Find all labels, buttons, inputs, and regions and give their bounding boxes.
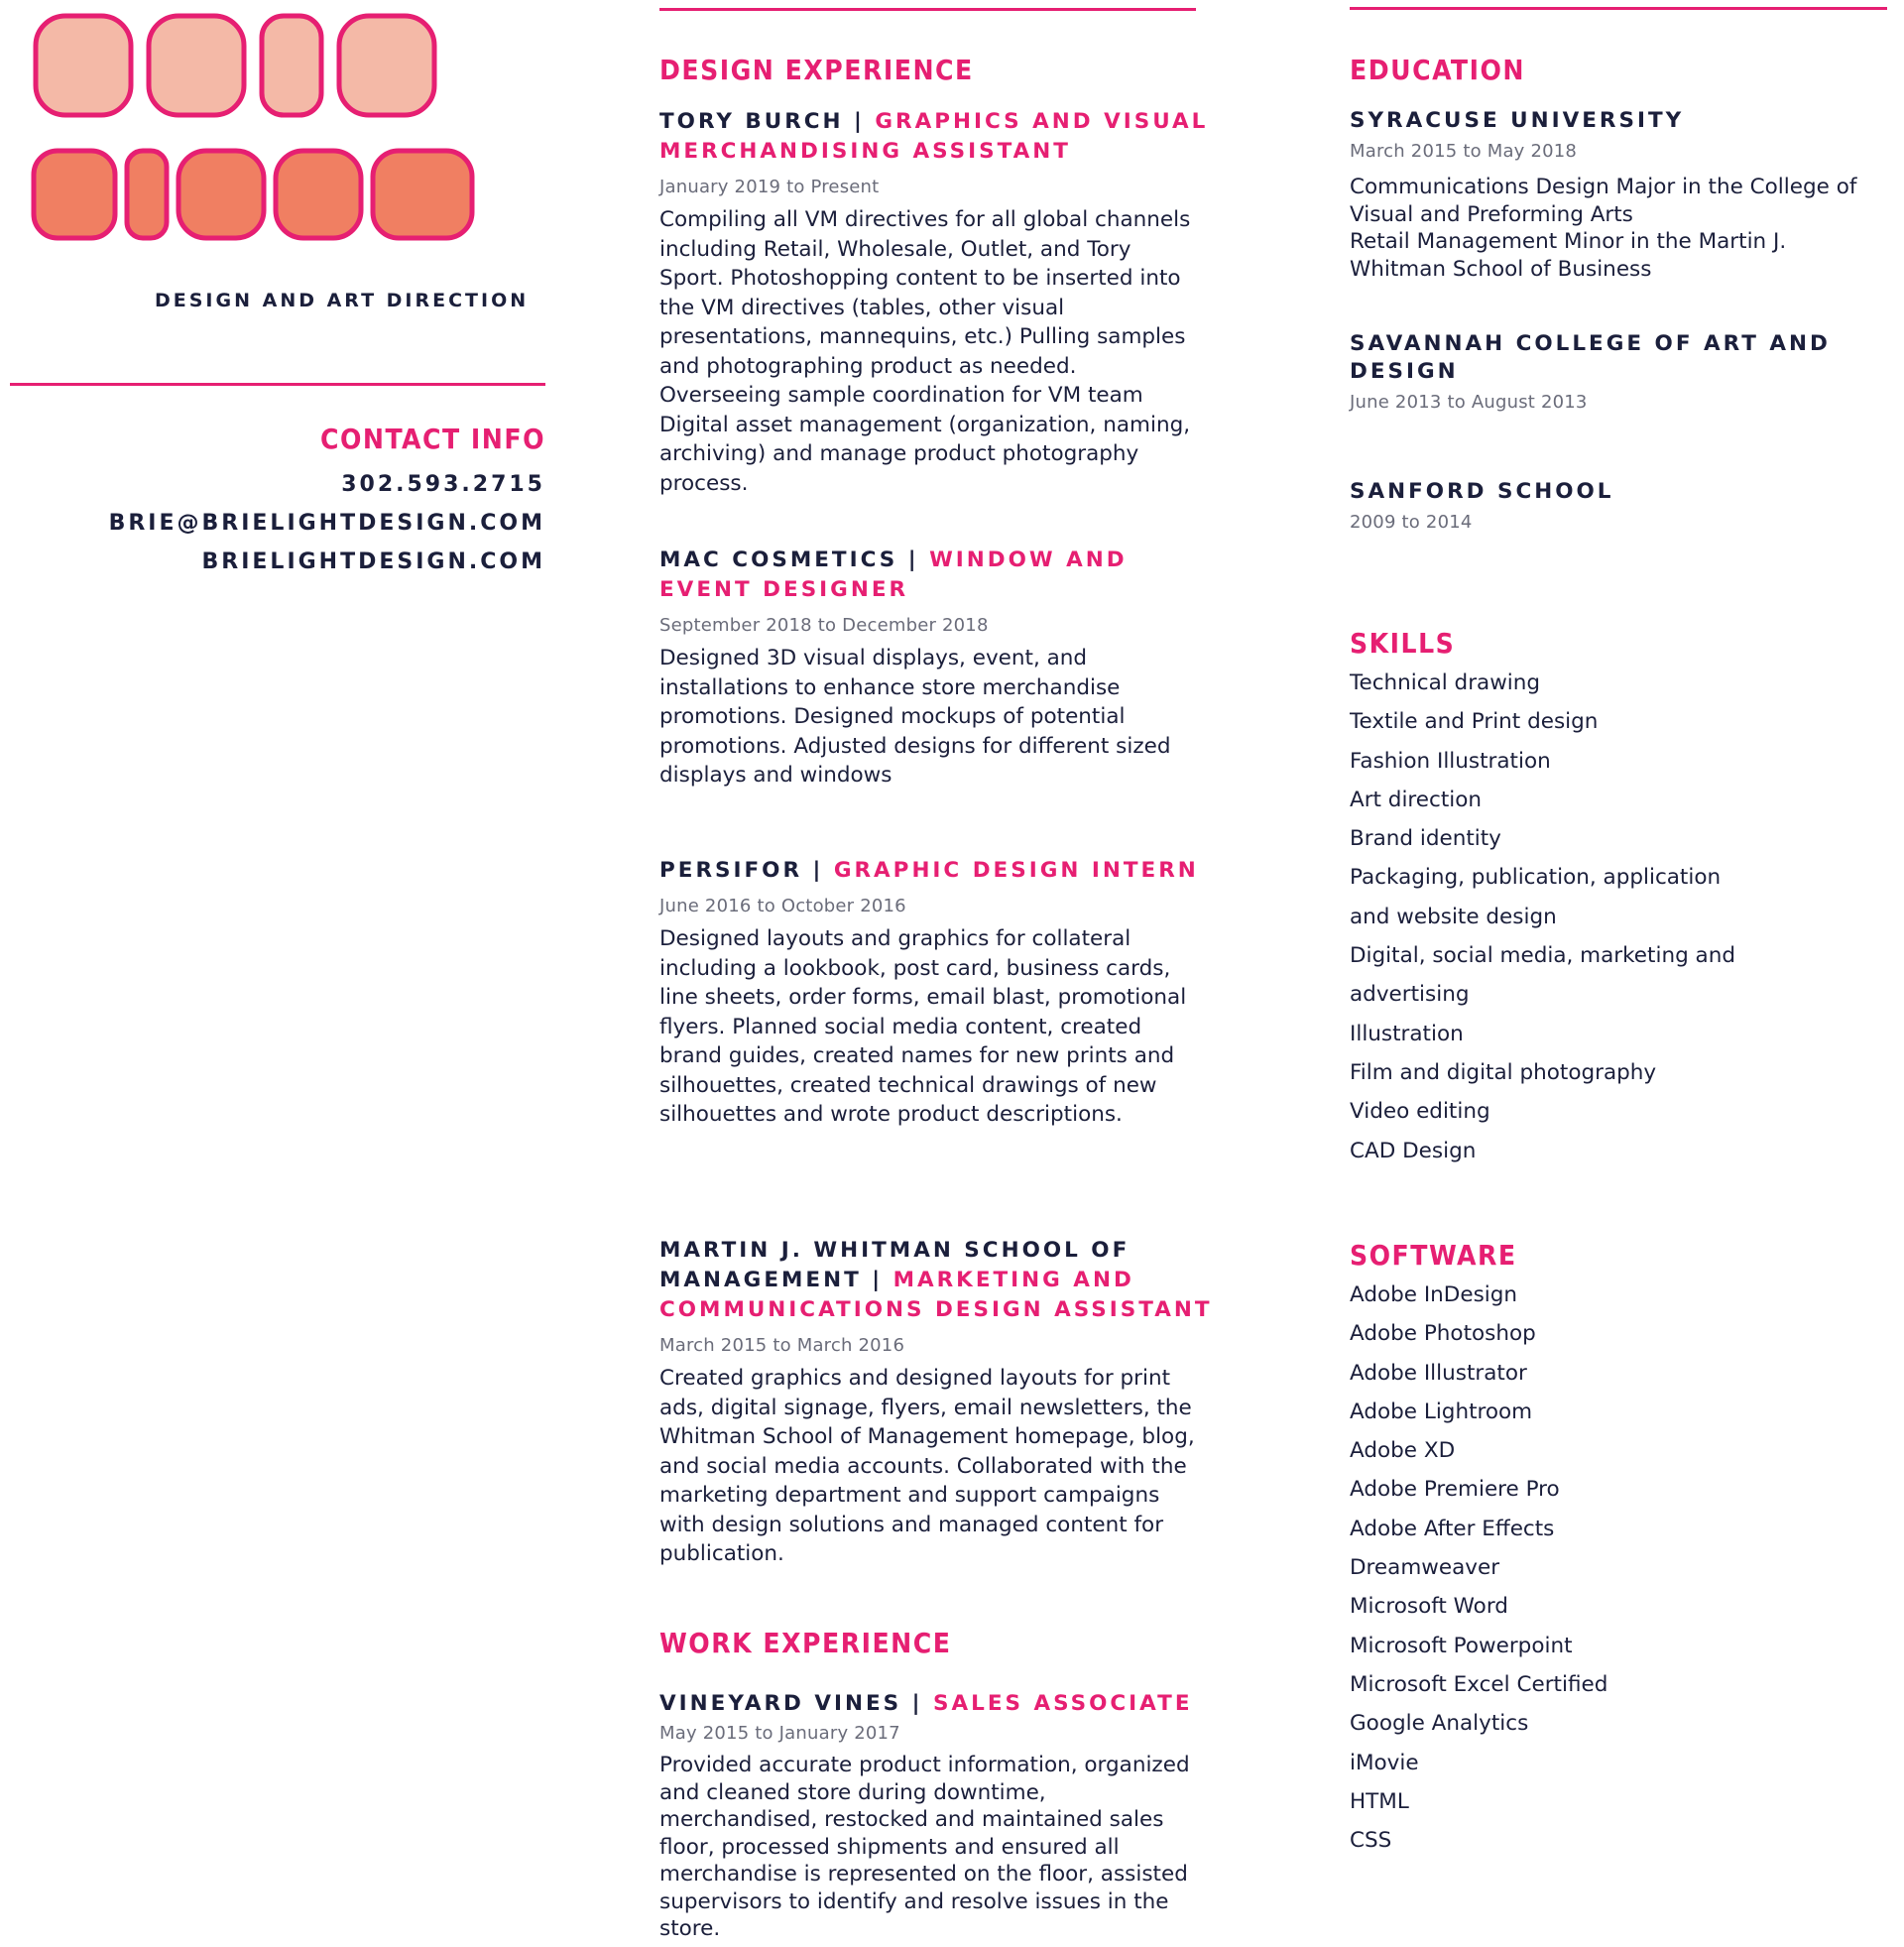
list-item: Adobe InDesign: [1350, 1282, 1518, 1307]
job-dates: January 2019 to Present: [659, 177, 880, 197]
list-item: Film and digital photography: [1350, 1059, 1657, 1085]
job-role: SALES ASSOCIATE: [933, 1691, 1193, 1716]
job-entry: [659, 546, 1215, 791]
school-name: SAVANNAH COLLEGE OF ART AND DESIGN: [1350, 331, 1831, 384]
contact-title: CONTACT INFO: [320, 423, 545, 455]
list-item: Illustration: [1350, 1021, 1464, 1046]
list-item: Google Analytics: [1350, 1711, 1529, 1737]
list-item: CSS: [1350, 1828, 1392, 1854]
list-item: Textile and Print design: [1350, 709, 1599, 735]
school-name: SANFORD SCHOOL: [1350, 479, 1614, 504]
job-description: Compiling all VM directives for all global channels including Retail, Wholesale, Outlet, and Tory Sport. Photoshopping content to be inserted into the VM directives (tables, other visual presentations, mannequins, etc.) Pulling samples and photographing product as needed. Overseeing sample coordination for VM team Digital asset management (organization, naming, archiving) and manage product photography process.: [659, 207, 1191, 496]
list-item: Microsoft Excel Certified: [1350, 1671, 1608, 1697]
skills-title: SKILLS: [1350, 627, 1456, 660]
contact-section: [109, 423, 545, 581]
list-item: Video editing: [1350, 1099, 1490, 1125]
job-company: MAC COSMETICS: [659, 548, 898, 572]
job-entry: [659, 856, 1215, 1130]
education-entry: [1350, 478, 1904, 533]
skills-section: [1350, 627, 1904, 1170]
list-item: Microsoft Word: [1350, 1594, 1508, 1620]
job-dates: March 2015 to March 2016: [659, 1335, 905, 1356]
education-entry: [1350, 330, 1904, 413]
school-name: SYRACUSE UNIVERSITY: [1350, 108, 1685, 133]
contact-email[interactable]: BRIE@BRIELIGHTDESIGN.COM: [108, 511, 545, 536]
job-entry: [659, 1236, 1215, 1569]
list-item: iMovie: [1350, 1750, 1419, 1775]
job-description: Created graphics and designed layouts for print ads, digital signage, flyers, email newsletters, the Whitman School of Management homepage, blog, and social media accounts. Collaborated with the marketing department and support campaigns with design solutions and managed content for publication.: [659, 1366, 1195, 1566]
list-item: Adobe Lightroom: [1350, 1399, 1533, 1424]
software-title: SOFTWARE: [1350, 1239, 1517, 1272]
school-dates: June 2013 to August 2013: [1350, 392, 1588, 413]
education-title: EDUCATION: [1350, 54, 1525, 86]
job-company: PERSIFOR: [659, 858, 803, 883]
list-item: Digital, social media, marketing and: [1350, 943, 1735, 969]
list-item: Fashion Illustration: [1350, 748, 1551, 774]
list-item: CAD Design: [1350, 1138, 1477, 1163]
list-item: Adobe Premiere Pro: [1350, 1477, 1560, 1503]
job-company: VINEYARD VINES: [659, 1691, 902, 1716]
list-item: Adobe After Effects: [1350, 1516, 1555, 1541]
job-dates: May 2015 to January 2017: [659, 1723, 900, 1744]
brand-logo: [24, 6, 539, 244]
tagline: DESIGN AND ART DIRECTION: [155, 290, 530, 311]
job-dates: September 2018 to December 2018: [659, 615, 989, 636]
brand-logo-art: [24, 6, 539, 244]
school-dates: March 2015 to May 2018: [1350, 141, 1578, 162]
job-role: GRAPHICS AND VISUAL MERCHANDISING ASSISTANT: [659, 109, 1209, 164]
job-company: TORY BURCH: [659, 109, 844, 134]
job-heading: PERSIFOR | GRAPHIC DESIGN INTERN: [659, 858, 1199, 883]
job-company: MARTIN J. WHITMAN SCHOOL OF MANAGEMENT: [659, 1238, 1130, 1292]
job-description: Provided accurate product information, organized and cleaned store during downtime, merchandised, restocked and maintained sales floor, processed shipments and ensured all merchandise is represented on the floor, assisted supervisors to identify and resolve issues in the store.: [659, 1753, 1190, 1941]
list-item: Technical drawing: [1350, 670, 1541, 695]
job-description: Designed 3D visual displays, event, and installations to enhance store merchandise promotions. Designed mockups of potential promotions. Adjusted designs for different sized displays and windows: [659, 646, 1171, 788]
list-item: advertising: [1350, 982, 1470, 1008]
job-entry: [659, 107, 1215, 498]
school-detail: Communications Design Major in the College of Visual and Preforming Arts: [1350, 175, 1857, 227]
list-item: Microsoft Powerpoint: [1350, 1633, 1573, 1658]
top-rule-middle: [659, 8, 1196, 11]
software-section: [1350, 1239, 1904, 1860]
job-dates: June 2016 to October 2016: [659, 896, 906, 916]
list-item: HTML: [1350, 1788, 1409, 1814]
contact-phone: 302.593.2715: [341, 472, 545, 497]
job-role: MARKETING AND COMMUNICATIONS DESIGN ASSISTANT: [659, 1268, 1213, 1322]
job-entry: [659, 1689, 1215, 1943]
work-experience-title: WORK EXPERIENCE: [659, 1627, 952, 1659]
job-heading: MAC COSMETICS | WINDOW AND EVENT DESIGNER: [659, 548, 1128, 602]
school-dates: 2009 to 2014: [1350, 512, 1473, 533]
list-item: Adobe Photoshop: [1350, 1321, 1536, 1347]
list-item: Adobe Illustrator: [1350, 1360, 1527, 1386]
list-item: Brand identity: [1350, 826, 1501, 852]
contact-website[interactable]: BRIELIGHTDESIGN.COM: [201, 549, 545, 574]
list-item: Art direction: [1350, 787, 1483, 812]
education-entry: [1350, 107, 1904, 283]
job-heading: VINEYARD VINES | SALES ASSOCIATE: [659, 1691, 1193, 1716]
list-item: and website design: [1350, 904, 1557, 929]
list-item: Dreamweaver: [1350, 1555, 1500, 1581]
design-experience-title: DESIGN EXPERIENCE: [659, 54, 974, 86]
job-role: WINDOW AND EVENT DESIGNER: [659, 548, 1128, 602]
job-heading: TORY BURCH | GRAPHICS AND VISUAL MERCHANDISING ASSISTANT: [659, 109, 1209, 164]
job-role: GRAPHIC DESIGN INTERN: [833, 858, 1199, 883]
list-item: Adobe XD: [1350, 1438, 1456, 1464]
contact-rule: [10, 383, 545, 386]
job-heading: MARTIN J. WHITMAN SCHOOL OF MANAGEMENT | MARKETING AND COMMUNICATIONS DESIGN ASSISTANT: [659, 1238, 1213, 1322]
list-item: Packaging, publication, application: [1350, 865, 1722, 891]
job-description: Designed layouts and graphics for collateral including a lookbook, post card, business cards, line sheets, order forms, email blast, promotional flyers. Planned social media content, created brand guides, created names for new prints and silhouettes, created technical drawings of new silhouettes and wrote product descriptions.: [659, 926, 1187, 1127]
school-detail: Retail Management Minor in the Martin J. Whitman School of Business: [1350, 229, 1787, 282]
top-rule-right: [1350, 7, 1887, 10]
